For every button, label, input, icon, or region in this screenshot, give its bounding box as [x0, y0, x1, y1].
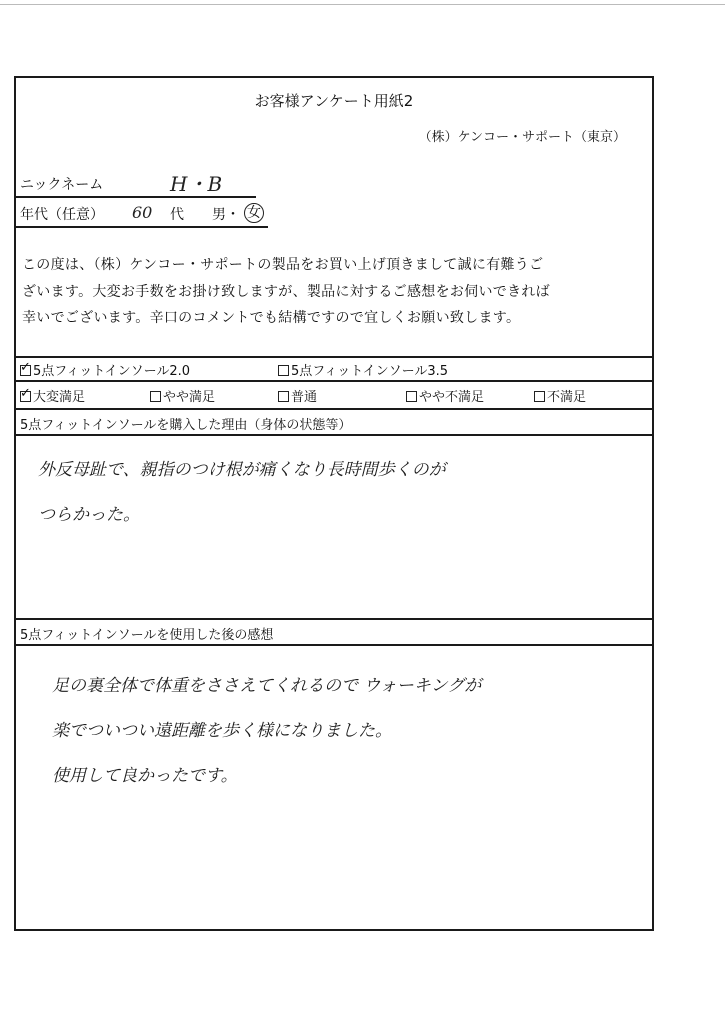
age-label: 年代（任意） [20, 207, 104, 223]
age-suffix: 代 [170, 207, 184, 223]
satisfaction-label: 不満足 [547, 390, 587, 405]
satisfaction-neutral[interactable] [278, 386, 317, 405]
product-option-3-5[interactable] [278, 360, 448, 379]
company-name: （株）ケンコー・サポート（東京） [418, 130, 626, 145]
nickname-underline [16, 196, 256, 198]
checkbox-icon[interactable] [278, 365, 289, 376]
impression-label: 5点フィットインソールを使用した後の感想 [20, 628, 274, 643]
product-option-2-0[interactable] [20, 360, 190, 379]
reason-label: 5点フィットインソールを購入した理由（身体の状態等） [20, 418, 352, 433]
checkbox-icon[interactable] [534, 391, 545, 402]
reason-answer [38, 448, 638, 538]
checkbox-checked-icon[interactable] [20, 365, 31, 376]
age-value: 60 [132, 203, 153, 222]
checkbox-icon[interactable] [406, 391, 417, 402]
gender-male: 男・ [212, 207, 240, 223]
product-option-label: 5点フィットインソール2.0 [33, 364, 190, 379]
divider [16, 380, 652, 382]
reason-line: つらかった。 [38, 505, 140, 525]
divider [16, 618, 652, 620]
reason-line: 外反母趾で、親指のつけ根が痛くなり長時間歩くのが [38, 460, 446, 480]
satisfaction-dissatisfied[interactable] [534, 386, 586, 405]
gender-female-circled: 女 [244, 203, 264, 223]
product-option-label: 5点フィットインソール3.5 [291, 364, 448, 379]
intro-line: ざいます。大変お手数をお掛け致しますが、製品に対するご感想をお伺いできれば [22, 283, 550, 300]
form-title: お客様アンケート用紙2 [254, 92, 414, 110]
scan-edge [0, 0, 725, 5]
divider [16, 434, 652, 436]
checkbox-icon[interactable] [278, 391, 289, 402]
survey-form [14, 76, 654, 931]
checkbox-checked-icon[interactable] [20, 391, 31, 402]
intro-text [22, 252, 642, 332]
nickname-row [20, 172, 223, 196]
divider [16, 644, 652, 646]
satisfaction-very-satisfied[interactable] [20, 386, 85, 405]
intro-line: 幸いでございます。辛口のコメントでも結構ですので宜しくお願い致します。 [22, 310, 521, 326]
nickname-value: H・B [170, 172, 223, 196]
satisfaction-label: やや満足 [163, 390, 216, 405]
impression-line: 楽でついつい遠距離を歩く様になりました。 [52, 721, 392, 741]
satisfaction-somewhat-satisfied[interactable] [150, 386, 215, 405]
satisfaction-somewhat-dissatisfied[interactable] [406, 386, 484, 405]
satisfaction-label: 大変満足 [33, 390, 86, 405]
impression-line: 足の裏全体で体重をささえてくれるので ウォーキングが [52, 676, 482, 696]
age-row [20, 203, 261, 224]
satisfaction-label: 普通 [291, 390, 318, 405]
age-underline [16, 226, 268, 228]
nickname-label: ニックネーム [20, 177, 104, 193]
impression-answer [52, 664, 652, 799]
intro-line: この度は、（株）ケンコー・サポートの製品をお買い上げ頂きまして誠に有難うご [22, 257, 544, 273]
satisfaction-label: やや不満足 [419, 390, 485, 405]
divider [16, 408, 652, 410]
checkbox-icon[interactable] [150, 391, 161, 402]
impression-line: 使用して良かったです。 [52, 766, 238, 786]
divider [16, 356, 652, 358]
